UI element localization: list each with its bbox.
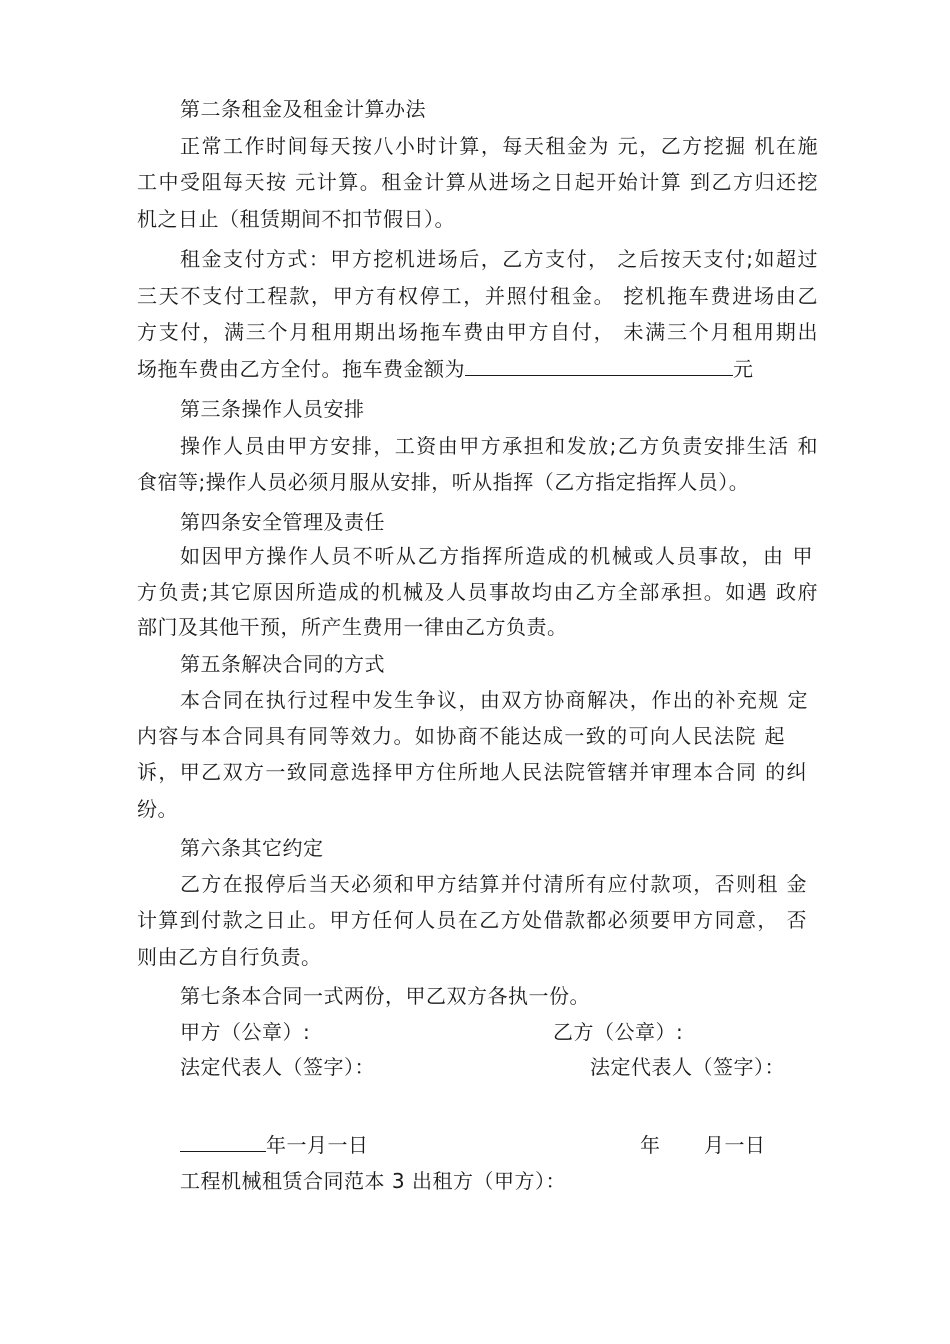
party-a-seal-label: 甲方（公章）: bbox=[180, 1020, 311, 1044]
article-2-paragraph-2-line bbox=[137, 355, 754, 383]
party-b-representative-label: 法定代表人（签字）： bbox=[590, 1055, 785, 1079]
article-2-paragraph-2-line: 三天不支付工程款，甲方有权停工，并照付租金。 挖机拖车费进场由乙 bbox=[137, 284, 818, 308]
towing-fee-unit: 元 bbox=[733, 357, 754, 381]
article-2-paragraph-2-line: 方支付，满三个月租用期出场拖车费由甲方自付， 未满三个月租用期出 bbox=[137, 320, 818, 344]
article-6-line: 乙方在报停后当天必须和甲方结算并付清所有应付款项，否则租 金 bbox=[180, 872, 807, 896]
article-6-heading: 第六条其它约定 bbox=[180, 836, 324, 860]
article-5-line: 本合同在执行过程中发生争议，由双方协商解决，作出的补充规 定 bbox=[180, 688, 808, 712]
article-2-paragraph-1-line: 工中受阻每天按 元计算。租金计算从进场之日起开始计算 到乙方归还挖 bbox=[137, 170, 818, 194]
article-4-line: 方负责;其它原因所造成的机械及人员事故均由乙方全部承担。如遇 政府 bbox=[137, 580, 818, 604]
article-3-line: 操作人员由甲方安排，工资由甲方承担和发放;乙方负责安排生活 和 bbox=[180, 434, 818, 458]
towing-fee-blank bbox=[465, 355, 733, 376]
article-5-heading: 第五条解决合同的方式 bbox=[180, 652, 385, 676]
party-a-date-label: 年一月一日 bbox=[266, 1133, 369, 1157]
party-b-date-month-day: 月一日 bbox=[704, 1133, 766, 1157]
article-2-paragraph-1-line: 正常工作时间每天按八小时计算，每天租金为 元，乙方挖掘 机在施 bbox=[180, 134, 818, 158]
article-4-line: 如因甲方操作人员不听从乙方指挥所造成的机械或人员事故，由 甲 bbox=[180, 544, 813, 568]
article-2-paragraph-2-line: 租金支付方式：甲方挖机进场后，乙方支付， 之后按天支付;如超过 bbox=[180, 247, 818, 271]
article-5-line: 诉，甲乙双方一致同意选择甲方住所地人民法院管辖并审理本合同 的纠 bbox=[137, 760, 807, 784]
article-6-line: 则由乙方自行负责。 bbox=[137, 945, 322, 969]
article-4-line: 部门及其他干预，所产生费用一律由乙方负责。 bbox=[137, 615, 568, 639]
article-3-heading: 第三条操作人员安排 bbox=[180, 397, 365, 421]
article-2-paragraph-1-line: 机之日止（租赁期间不扣节假日）。 bbox=[137, 207, 455, 231]
towing-fee-label: 场拖车费由乙方全付。拖车费金额为 bbox=[137, 357, 465, 381]
party-a-date bbox=[180, 1131, 369, 1159]
article-2-heading: 第二条租金及租金计算办法 bbox=[180, 97, 426, 121]
party-b-date-year: 年 bbox=[640, 1133, 661, 1157]
article-6-line: 计算到付款之日止。甲方任何人员在乙方处借款都必须要甲方同意， 否 bbox=[137, 908, 807, 932]
party-a-representative-label: 法定代表人（签字）： bbox=[180, 1055, 375, 1079]
party-a-date-blank bbox=[180, 1131, 266, 1152]
next-contract-title: 工程机械租赁合同范本 3 出租方（甲方）： bbox=[180, 1169, 566, 1193]
party-b-seal-label: 乙方（公章）: bbox=[553, 1020, 684, 1044]
article-5-line: 内容与本合同具有同等效力。如协商不能达成一致的可向人民法院 起 bbox=[137, 724, 785, 748]
article-7-heading: 第七条本合同一式两份，甲乙双方各执一份。 bbox=[180, 984, 590, 1008]
article-4-heading: 第四条安全管理及责任 bbox=[180, 510, 385, 534]
article-3-line: 食宿等;操作人员必须月服从安排，听从指挥（乙方指定指挥人员）。 bbox=[137, 470, 750, 494]
article-5-line: 纷。 bbox=[137, 797, 178, 821]
